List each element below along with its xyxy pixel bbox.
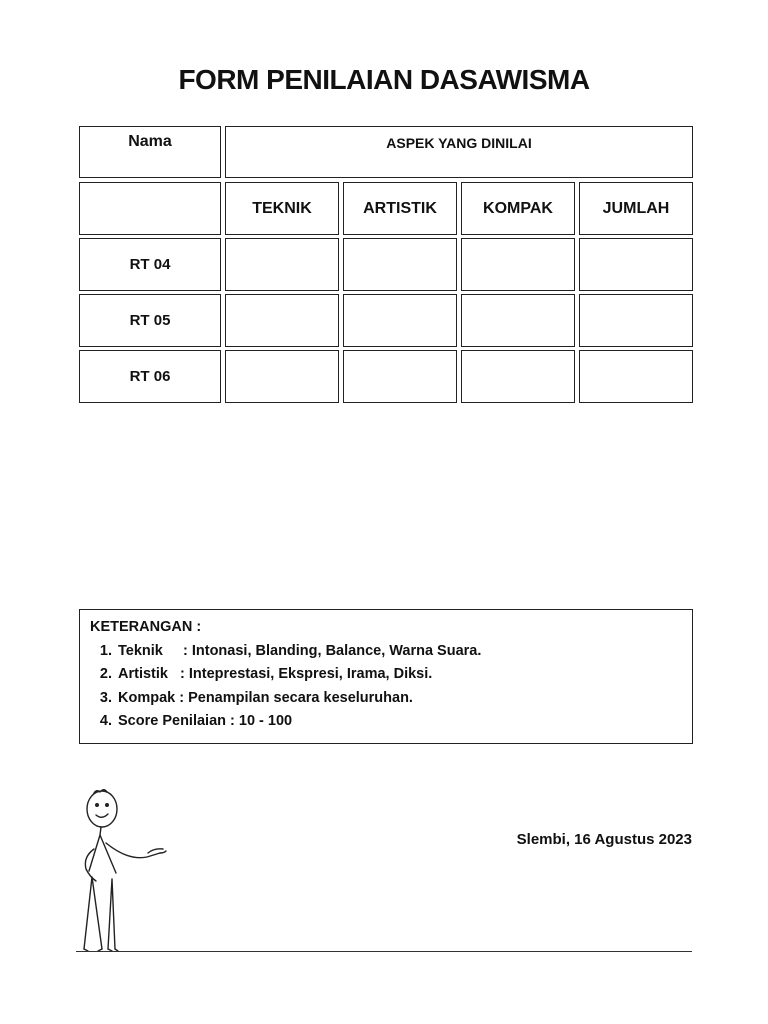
page-title: FORM PENILAIAN DASAWISMA bbox=[178, 64, 590, 95]
score-cell-jumlah[interactable] bbox=[579, 294, 693, 347]
figure-torso bbox=[89, 835, 116, 873]
notes-box bbox=[79, 609, 693, 744]
note-number: 3. bbox=[99, 689, 112, 706]
note-number: 1. bbox=[99, 642, 112, 659]
score-cell-artistik[interactable] bbox=[343, 350, 457, 403]
note-text: Score Penilaian : 10 - 100 bbox=[118, 713, 293, 729]
place-date: Slembi, 16 Agustus 2023 bbox=[516, 831, 692, 848]
note-item bbox=[90, 663, 692, 687]
score-cell-teknik[interactable] bbox=[225, 350, 339, 403]
figure-right-leg bbox=[108, 879, 115, 949]
column-label: TEKNIK bbox=[252, 199, 312, 217]
signature-baseline bbox=[76, 951, 692, 952]
figure-eye bbox=[96, 804, 99, 807]
note-number: 4. bbox=[99, 713, 112, 729]
figure-hand bbox=[148, 849, 166, 853]
row-label: RT 04 bbox=[129, 256, 171, 273]
column-header-artistik bbox=[343, 182, 457, 235]
note-number: 2. bbox=[99, 666, 112, 682]
column-label: KOMPAK bbox=[483, 199, 553, 217]
score-cell-kompak[interactable] bbox=[461, 350, 575, 403]
score-cell-kompak[interactable] bbox=[461, 294, 575, 347]
figure-head bbox=[87, 791, 117, 827]
row-label: RT 06 bbox=[129, 368, 171, 385]
note-text: Teknik : Intonasi, Blanding, Balance, Warna Suara. bbox=[118, 642, 482, 659]
aspect-header-label: ASPEK YANG DINILAI bbox=[386, 135, 532, 151]
score-cell-teknik[interactable] bbox=[225, 294, 339, 347]
note-text: Kompak : Penampilan secara keseluruhan. bbox=[118, 689, 413, 706]
row-label: RT 05 bbox=[129, 312, 171, 329]
row-label-cell bbox=[79, 238, 221, 291]
figure-smile bbox=[96, 814, 108, 817]
note-item bbox=[90, 687, 692, 711]
score-cell-teknik[interactable] bbox=[225, 238, 339, 291]
note-text: Artistik : Inteprestasi, Ekspresi, Irama, Diksi. bbox=[118, 666, 433, 682]
figure-eye bbox=[106, 804, 109, 807]
note-item bbox=[90, 710, 692, 734]
column-header-jumlah bbox=[579, 182, 693, 235]
figure-neck bbox=[100, 827, 101, 835]
score-cell-artistik[interactable] bbox=[343, 294, 457, 347]
score-cell-jumlah[interactable] bbox=[579, 238, 693, 291]
score-cell-jumlah[interactable] bbox=[579, 350, 693, 403]
column-label: JUMLAH bbox=[602, 199, 670, 217]
stick-figure-illustration bbox=[70, 785, 180, 955]
aspect-header-cell bbox=[225, 126, 693, 178]
notes-heading: KETERANGAN : bbox=[90, 619, 202, 635]
row-label-cell bbox=[79, 294, 221, 347]
name-header-label: Nama bbox=[128, 133, 172, 150]
figure-left-leg bbox=[84, 877, 102, 949]
column-header-kompak bbox=[461, 182, 575, 235]
blank-header-cell bbox=[79, 182, 221, 235]
column-label: ARTISTIK bbox=[363, 199, 437, 217]
score-cell-kompak[interactable] bbox=[461, 238, 575, 291]
name-header-cell bbox=[79, 126, 221, 178]
note-item bbox=[90, 640, 692, 664]
row-label-cell bbox=[79, 350, 221, 403]
column-header-teknik bbox=[225, 182, 339, 235]
score-cell-artistik[interactable] bbox=[343, 238, 457, 291]
